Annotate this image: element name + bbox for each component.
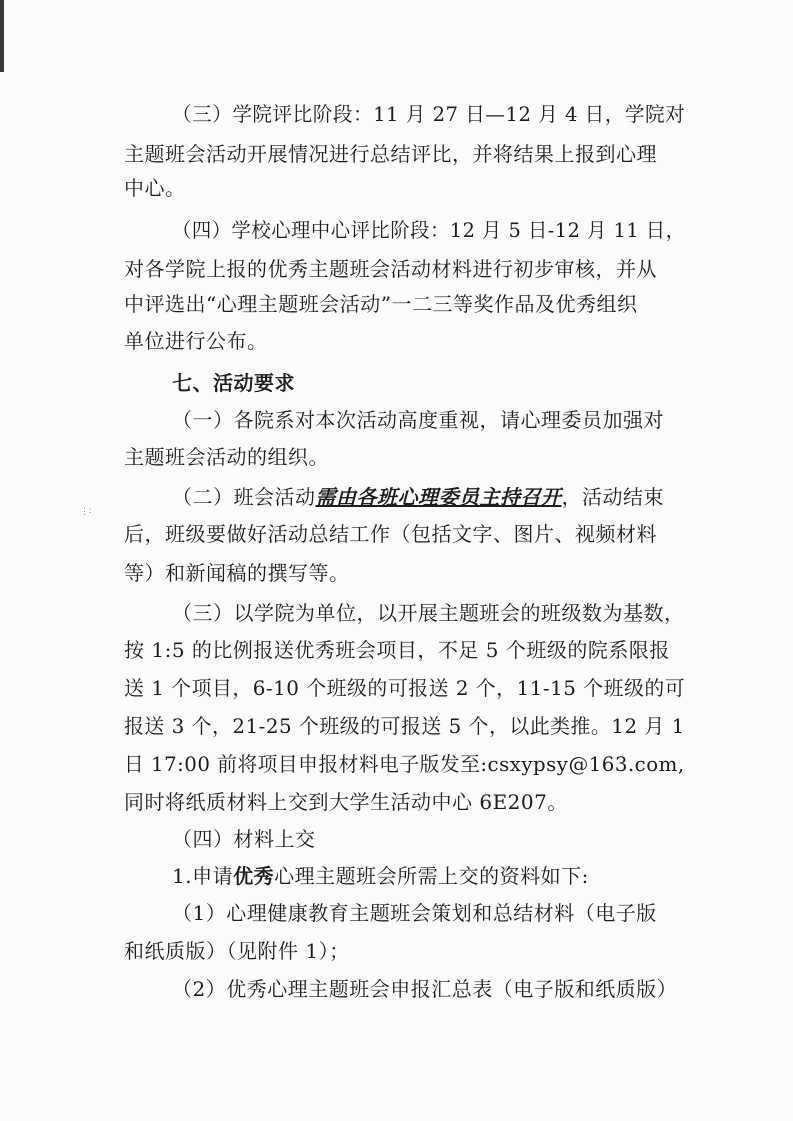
text-segment: （三）学院评比阶段：11 月 27 日—12 月 4 日，学院对 xyxy=(172,102,686,126)
section-heading xyxy=(172,370,295,396)
para-4-line-1 xyxy=(172,217,685,243)
item-1-line xyxy=(172,863,589,889)
text-segment: （三）以学院为单位，以开展主题班会的班级数为基数， xyxy=(172,601,685,625)
para-4-line-2 xyxy=(124,256,657,282)
scan-edge-mark xyxy=(0,0,4,72)
text-segment: （2）优秀心理主题班会申报汇总表（电子版和纸质版） xyxy=(172,977,678,1001)
text-segment: 等）和新闻稿的撰写等。 xyxy=(124,561,350,585)
text-segment: 按 1:5 的比例报送优秀班会项目，不足 5 个班级的院系限报 xyxy=(124,638,670,662)
text-segment: ，活动结束 xyxy=(561,485,664,509)
text-segment: （1）心理健康教育主题班会策划和总结材料（电子版 xyxy=(172,901,657,925)
text-segment: 送 1 个项目，6-10 个班级的可报送 2 个，11-15 个班级的可 xyxy=(124,676,686,700)
para-3-line-2 xyxy=(124,141,657,167)
req-3-line-1 xyxy=(172,600,685,626)
text-segment: （一）各院系对本次活动高度重视，请心理委员加强对 xyxy=(172,408,664,432)
text-segment: 主题班会活动开展情况进行总结评比，并将结果上报到心理 xyxy=(124,142,657,166)
req-4-heading xyxy=(172,826,316,852)
text-segment: 1.申请 xyxy=(172,864,234,888)
text-segment: （四）学校心理中心评比阶段：12 月 5 日-12 月 11 日， xyxy=(172,218,686,242)
req-2-line-2 xyxy=(124,521,657,547)
text-segment: 后，班级要做好活动总结工作（包括文字、图片、视频材料 xyxy=(124,522,657,546)
req-2-line-3 xyxy=(124,560,350,586)
text-segment: 和纸质版）（见附件 1）； xyxy=(124,939,350,963)
item-1-2-line-1 xyxy=(172,976,677,1002)
text-segment: 单位进行公布。 xyxy=(124,329,268,353)
req-3-line-5 xyxy=(124,751,685,777)
scan-speck: ⋮∶ xyxy=(80,507,92,517)
text-segment: （二）班会活动 xyxy=(172,485,316,509)
text-segment: 中评选出“心理主题班会活动”一二三等奖作品及优秀组织 xyxy=(124,292,638,316)
bold-text: 优秀 xyxy=(233,864,275,888)
text-segment: （四）材料上交 xyxy=(172,827,316,851)
para-3-line-3 xyxy=(124,175,186,201)
req-2-line-1 xyxy=(172,484,664,510)
text-segment: 对各学院上报的优秀主题班会活动材料进行初步审核，并从 xyxy=(124,257,657,281)
item-1-1-line-1 xyxy=(172,900,657,926)
section-heading-text: 七、活动要求 xyxy=(172,371,295,395)
req-1-line-1 xyxy=(172,407,664,433)
item-1-1-line-2 xyxy=(124,938,350,964)
emphasized-text: 需由各班心理委员主持召开 xyxy=(315,485,562,509)
req-3-line-6 xyxy=(124,789,568,815)
req-3-line-3 xyxy=(124,675,685,701)
para-3-line-1 xyxy=(172,101,685,127)
text-segment: 日 17:00 前将项目申报材料电子版发至:csxypsy@163.com, xyxy=(124,752,685,776)
text-segment: 中心。 xyxy=(124,176,186,200)
req-1-line-2 xyxy=(124,444,329,470)
req-3-line-2 xyxy=(124,637,670,663)
text-segment: 报送 3 个，21-25 个班级的可报送 5 个，以此类推。12 月 1 xyxy=(124,714,685,738)
text-segment: 心理主题班会所需上交的资料如下: xyxy=(274,864,589,888)
text-segment: 主题班会活动的组织。 xyxy=(124,445,329,469)
req-3-line-4 xyxy=(124,713,685,739)
para-4-line-4 xyxy=(124,328,268,354)
para-4-line-3 xyxy=(124,291,637,317)
text-segment: 同时将纸质材料上交到大学生活动中心 6E207。 xyxy=(124,790,568,814)
